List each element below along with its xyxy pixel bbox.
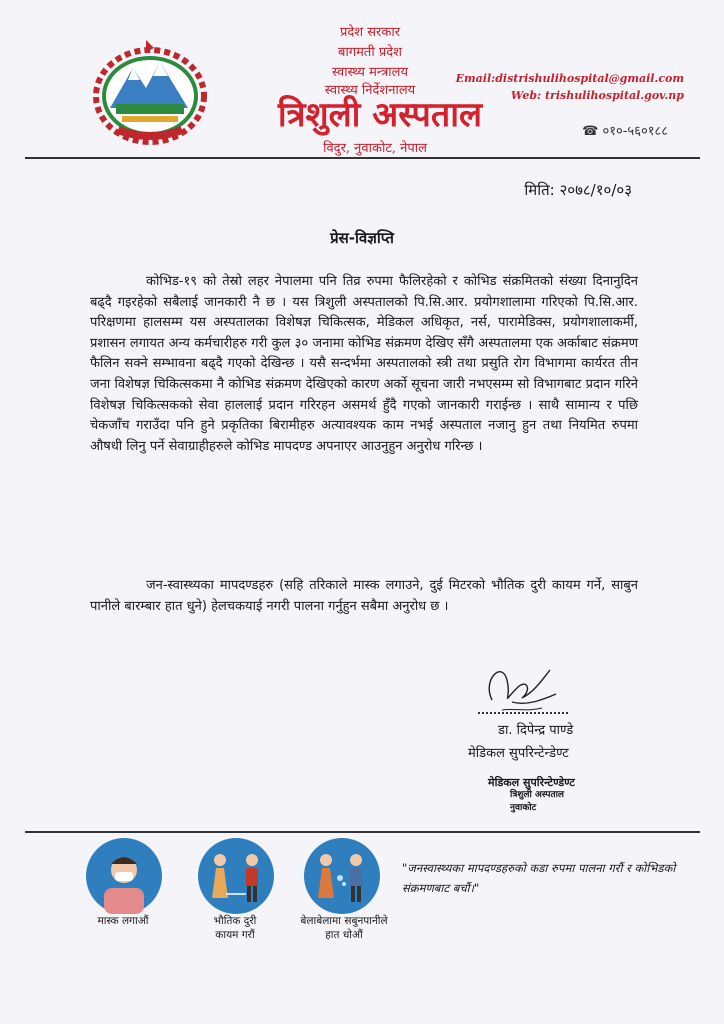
caption-handwash: बेलाबेलामा सबुनपानीले हात धोऔं <box>300 915 388 941</box>
contact-block <box>456 70 684 104</box>
body-paragraph-2 <box>90 576 638 617</box>
paragraph-2-text: जन-स्वास्थ्यका मापदण्डहरु (सहि तरिकाले मास्क लगाउने, दुई मिटरको भौतिक दुरी कायम गर्ने, साबुन पानीले बारम्बार हात धुने) हेलचकयाई नगरी पालना गर्नुहुन सबैमा अनुरोध छ । <box>90 578 638 614</box>
official-stamp <box>488 776 628 815</box>
letter-date: मिति: २०७८/१०/०३ <box>524 181 632 199</box>
government-label: प्रदेश सरकार <box>339 25 401 40</box>
header-divider <box>25 157 700 159</box>
paragraph-1-text: कोभिड-१९ को तेस्रो लहर नेपालमा पनि तिव्र रुपमा फैलिरहेको र कोभिड संक्रमितको संख्या दिनानुदिन बढ्दै गइरहेको सबैलाई जानकारी नै छ । यस त्रिशुली अस्पतालको पि.सि.आर. प्रयोगशालामा गरिएको पि.सि.आर. परिक्षणमा हालसम्म यस अस्पतालका विशेषज्ञ चिकित्सक, मेडिकल अधिकृत, नर्स, पारामेडिक्स, प्रयोगशालाकर्मी, प्रशासन लगायत अन्य कर्मचारीहरु गरी कुल ३० जनामा कोभिड संक्रमण देखिए सँगै अस्पतालमा एक अर्काबाट संक्रमण फैलिन सक्ने सम्भावना बढ्दै गएको देखिन्छ । यसै सन्दर्भमा अस्पतालको स्त्री तथा प्रसुति रोग विभागमा कार्यरत तीन जना विशेषज्ञ चिकित्सकमा नै कोभिड संक्रमण देखिएको कारण अर्को सूचना जारी नभएसम्म सो विभागबाट प्रदान गरिने विशेषज्ञ चिकित्सकको सेवा हाललाई प्रदान गरिरहन असमर्थ हुँदै गएको जानकारी गराईन्छ । साथै सामान्य र पछि चेकजाँच गराउँदा पनि हुने प्रकृतिका बिरामीहरु अत्यावश्यक काम नभई अस्पताल नजानु हुन तथा नियमित रुपमा औषधी लिनु पर्ने सेवाग्राहीहरुले कोभिड मापदण्ड अपनाएर आउनुहुन अनुरोध गरिन्छ । <box>90 274 638 454</box>
letter-subject: प्रेस-विज्ञप्ति <box>330 229 394 247</box>
stamp-hospital: त्रिशुली अस्पताल <box>510 790 565 800</box>
ministry-label: स्वास्थ्य मन्त्रालय <box>331 65 409 80</box>
closing-quote: "जनस्वास्थ्यका मापदण्डहरुको कडा रुपमा पालना गरौं र कोभिडको संक्रमणबाट बचौं।" <box>402 861 676 895</box>
directorate-label: स्वास्थ्य निर्देशनालय <box>324 83 416 98</box>
signature-line <box>478 712 568 714</box>
wash-hands-icon <box>302 836 382 916</box>
web-text: Web: trishulihospital.gov.np <box>510 89 684 102</box>
signatory-title: मेडिकल सुपरिन्टेन्डेण्ट <box>468 746 569 761</box>
hospital-address: विदुर, नुवाकोट, नेपाल <box>323 141 427 156</box>
handwritten-signature-icon <box>472 650 562 720</box>
caption-mask: मास्क लगाऔं <box>97 915 149 927</box>
footer-divider <box>25 831 700 833</box>
signatory-name: डा. दिपेन्द्र पाण्डे <box>498 723 574 738</box>
wear-mask-icon <box>84 836 164 916</box>
caption-distance: भौतिक दुरी कायम गरौं <box>213 915 257 941</box>
email-text: Email:distrishulihospital@gmail.com <box>455 72 684 85</box>
province-label: बागमती प्रदेश <box>338 45 402 60</box>
phone-number: ☎ ०१०-५६०१८८ <box>582 124 668 139</box>
stamp-title: मेडिकल सुपरिन्टेण्डेण्ट <box>488 776 575 789</box>
nepal-emblem-icon <box>88 38 212 148</box>
physical-distance-icon <box>196 836 276 916</box>
hospital-name: त्रिशुली अस्पताल <box>277 95 483 135</box>
body-paragraph-1 <box>90 272 638 457</box>
stamp-location: नुवाकोट <box>510 803 537 813</box>
